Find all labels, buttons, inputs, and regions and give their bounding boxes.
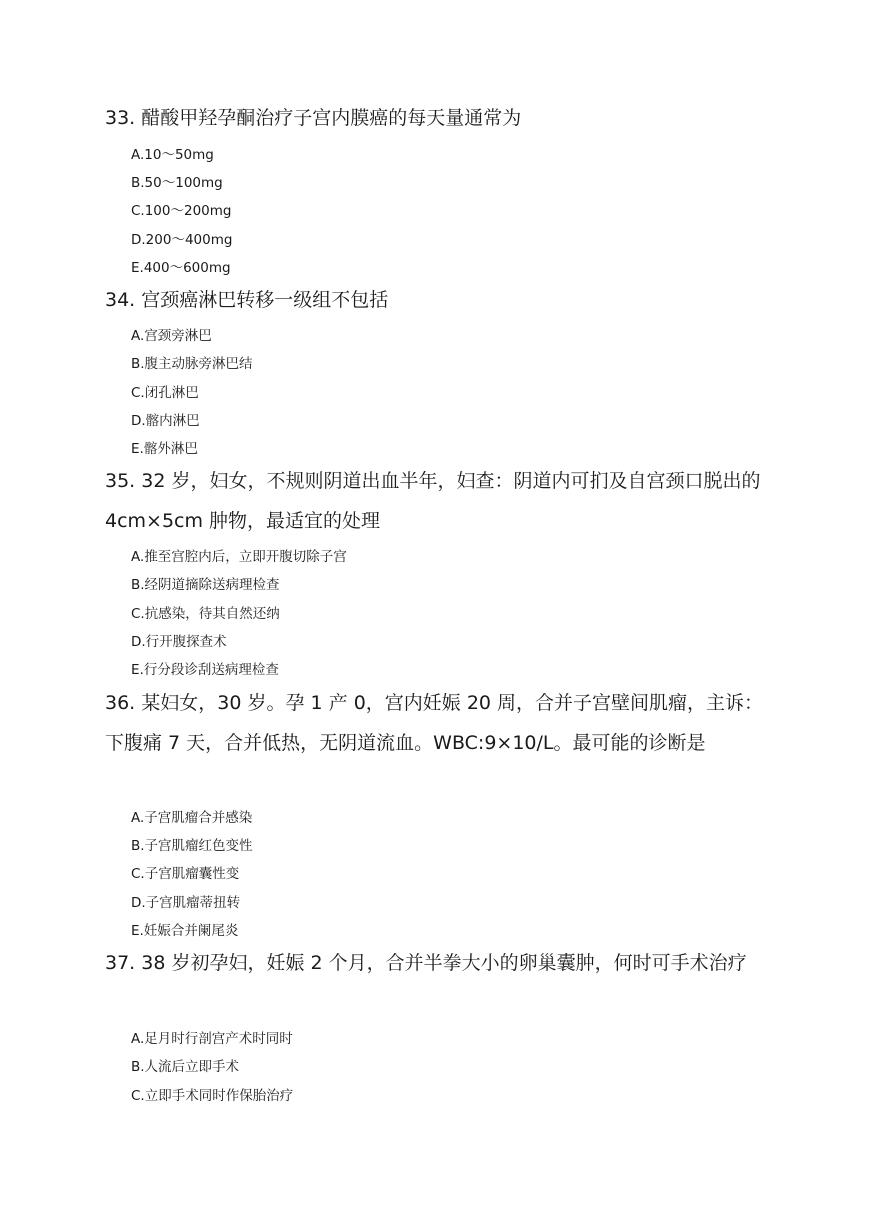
question-text: 醋酸甲羟孕酮治疗子宫内膜癌的每天量通常为 [141,107,522,129]
question-number: 36. [105,692,136,714]
option-36-a: A.子宫肌瘤合并感染 [131,810,253,826]
option-36-b: B.子宫肌瘤红色变性 [131,838,253,854]
question-33-stem [105,98,765,138]
question-37-stem [105,943,765,983]
question-text: 某妇女，30 岁。孕 1 产 0，宫内妊娠 20 周，合并子宫壁间肌瘤，主诉：下腹痛 7 天，合并低热，无阴道流血。WBC:9×10/L。最可能的诊断是 [105,692,764,754]
question-number: 33. [105,107,136,129]
option-34-e: E.髂外淋巴 [131,441,198,457]
option-33-c: C.100～200mg [131,203,232,219]
option-33-a: A.10～50mg [131,147,214,163]
option-35-c: C.抗感染，待其自然还纳 [131,606,280,622]
option-33-d: D.200～400mg [131,232,233,248]
option-37-c: C.立即手术同时作保胎治疗 [131,1088,294,1104]
question-35-stem [105,461,765,541]
option-35-e: E.行分段诊刮送病理检查 [131,662,279,678]
option-34-b: B.腹主动脉旁淋巴结 [131,356,253,372]
option-36-c: C.子宫肌瘤囊性变 [131,866,240,882]
question-36-stem [105,683,765,763]
option-35-a: A.推至宫腔内后，立即开腹切除子宫 [131,549,347,565]
question-number: 34. [105,289,136,311]
option-35-d: D.行开腹探查术 [131,634,227,650]
question-text: 宫颈癌淋巴转移一级组不包括 [141,289,389,311]
option-34-c: C.闭孔淋巴 [131,385,199,401]
question-number: 35. [105,470,136,492]
option-34-a: A.宫颈旁淋巴 [131,328,212,344]
option-35-b: B.经阴道摘除送病理检查 [131,577,280,593]
option-36-e: E.妊娠合并阑尾炎 [131,923,239,939]
option-37-b: B.人流后立即手术 [131,1059,240,1075]
question-number: 37. [105,952,136,974]
question-34-stem [105,280,765,320]
option-37-a: A.足月时行剖宫产术时同时 [131,1031,293,1047]
option-34-d: D.髂内淋巴 [131,413,200,429]
option-36-d: D.子宫肌瘤蒂扭转 [131,895,241,911]
option-33-b: B.50～100mg [131,175,223,191]
question-text: 32 岁，妇女，不规则阴道出血半年，妇查：阴道内可扪及自宫颈口脱出的 4cm×5cm 肿物，最适宜的处理 [105,470,761,532]
question-text: 38 岁初孕妇，妊娠 2 个月，合并半拳大小的卵巢囊肿，何时可手术治疗 [141,952,747,974]
option-33-e: E.400～600mg [131,260,231,276]
